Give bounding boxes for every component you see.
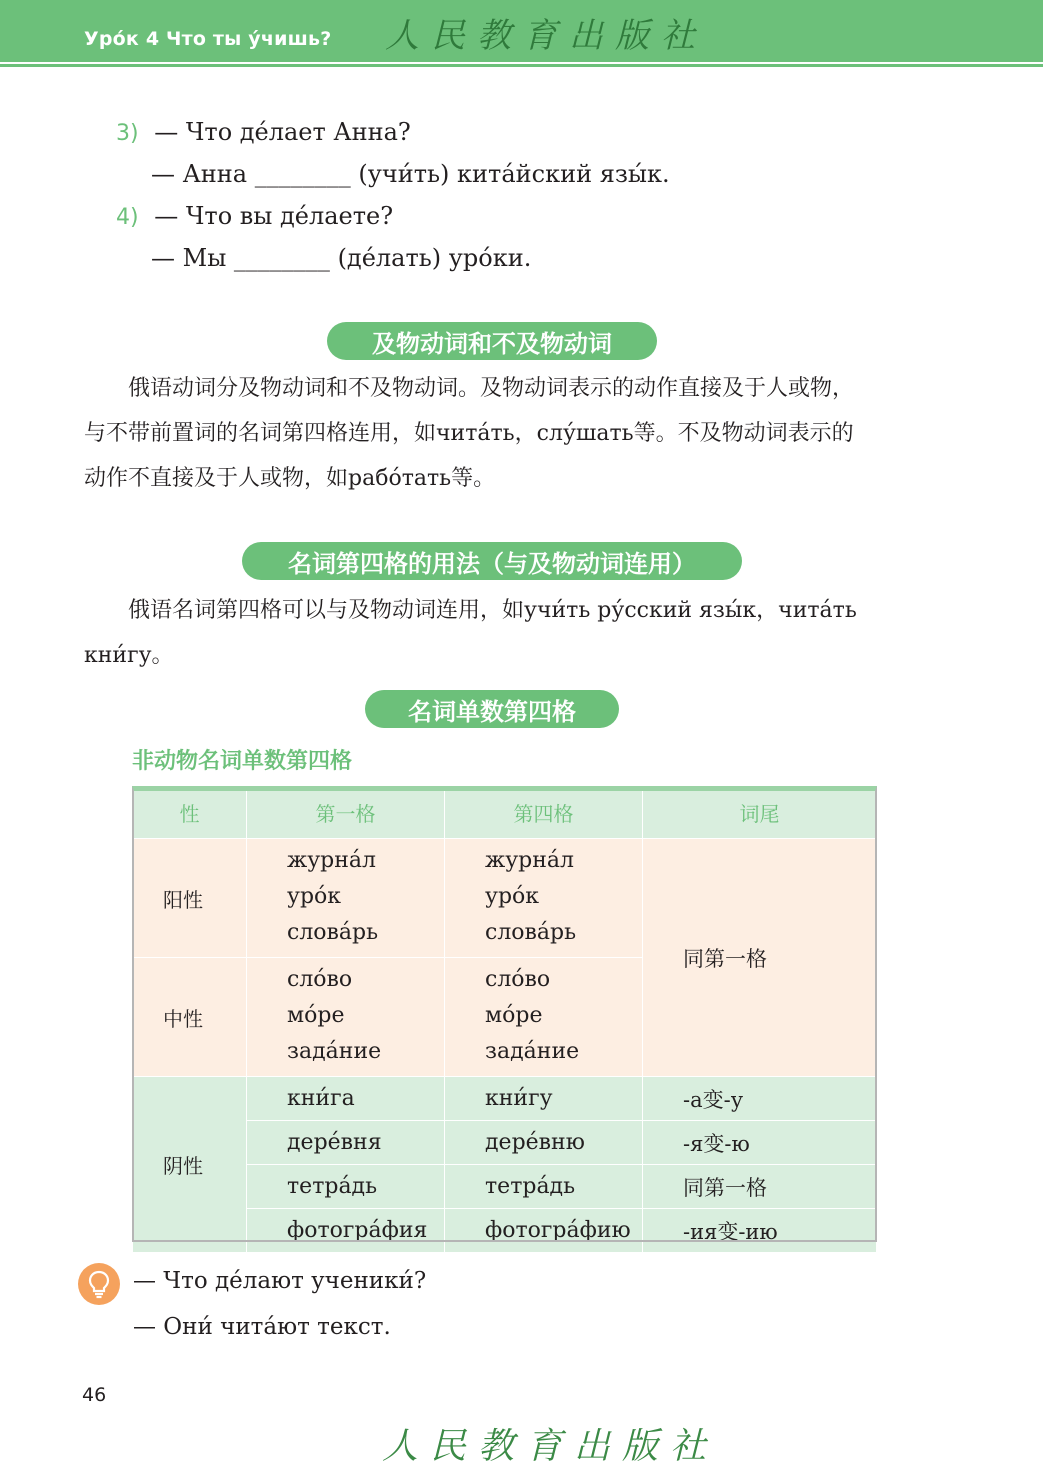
feminine-nominative: дере́вня <box>247 1121 445 1165</box>
gender-neuter: 中性 <box>133 958 247 1077</box>
paragraph-transitive <box>84 366 854 501</box>
exercise-3-question <box>116 118 411 146</box>
paragraph-line: 动作不直接及于人或物，如рабо́тать等。 <box>84 466 496 491</box>
header-gender: 性 <box>133 787 247 839</box>
exercise-number: 3) <box>116 121 139 146</box>
word: слова́рь <box>485 920 577 945</box>
word: мо́ре <box>485 1003 543 1028</box>
neuter-nominative <box>247 958 445 1077</box>
gender-feminine: 阴性 <box>133 1077 247 1253</box>
publisher-logo-footer: 人民教育出版社 <box>382 1426 719 1467</box>
word: зада́ние <box>485 1039 580 1064</box>
feminine-nominative: тетра́дь <box>247 1165 445 1209</box>
neuter-accusative <box>445 958 643 1077</box>
ending-same: 同第一格 <box>643 839 877 1077</box>
table-row-masculine <box>133 839 877 958</box>
masculine-accusative <box>445 839 643 958</box>
feminine-accusative: дере́вню <box>445 1121 643 1165</box>
question-text: — Что де́лает Анна? <box>154 118 411 146</box>
exercise-4-answer: — Мы ________ (де́лать) уро́ки. <box>151 244 532 272</box>
header-divider <box>0 64 1043 67</box>
word: журна́л <box>287 848 377 873</box>
feminine-accusative: тетра́дь <box>445 1165 643 1209</box>
masculine-nominative <box>247 839 445 958</box>
word: мо́ре <box>287 1003 345 1028</box>
question-text: — Что вы де́лаете? <box>154 202 394 230</box>
exercise-3-answer: — Анна ________ (учи́ть) кита́йский язы́к. <box>151 160 670 188</box>
word: сло́во <box>485 967 551 992</box>
word: журна́л <box>485 848 575 873</box>
publisher-logo: 人民教育出版社 <box>385 16 707 56</box>
word: слова́рь <box>287 920 379 945</box>
table-header-row <box>133 787 877 839</box>
word: сло́во <box>287 967 353 992</box>
example-answer: — Они́ чита́ют текст. <box>133 1314 391 1340</box>
feminine-ending: -а变-у <box>643 1077 877 1121</box>
paragraph-line: 俄语名词第四格可以与及物动词连用，如учи́ть ру́сский язы́к，чита́ть <box>84 598 857 623</box>
example-question: — Что де́лают ученики́? <box>133 1268 427 1294</box>
header-accusative: 第四格 <box>445 787 643 839</box>
word: зада́ние <box>287 1039 382 1064</box>
exercise-4-question <box>116 202 393 230</box>
header-ending: 词尾 <box>643 787 877 839</box>
table-row-feminine <box>133 1077 877 1121</box>
table-subtitle: 非动物名词单数第四格 <box>132 749 353 774</box>
declension-table <box>132 786 877 1253</box>
word: уро́к <box>287 884 342 909</box>
feminine-ending: 同第一格 <box>643 1165 877 1209</box>
feminine-nominative: кни́га <box>247 1077 445 1121</box>
lightbulb-icon <box>78 1263 120 1305</box>
section-heading-singular-accusative: 名词单数第四格 <box>365 690 619 728</box>
word: уро́к <box>485 884 540 909</box>
gender-masculine: 阳性 <box>133 839 247 958</box>
feminine-nominative: фотогра́фия <box>247 1209 445 1253</box>
feminine-ending: -ия变-ию <box>643 1209 877 1253</box>
section-heading-accusative-usage: 名词第四格的用法（与及物动词连用） <box>242 542 742 580</box>
exercise-number: 4) <box>116 205 139 230</box>
feminine-accusative: фотогра́фию <box>445 1209 643 1253</box>
lesson-title: Уро́к 4 Что ты у́чишь? <box>84 28 332 50</box>
paragraph-line: кни́гу。 <box>84 643 174 668</box>
feminine-accusative: кни́гу <box>445 1077 643 1121</box>
header-nominative: 第一格 <box>247 787 445 839</box>
paragraph-accusative <box>84 588 857 678</box>
paragraph-line: 与不带前置词的名词第四格连用，如чита́ть，слу́шать等。不及物动词表示的 <box>84 421 854 446</box>
page-number: 46 <box>82 1384 107 1406</box>
paragraph-line: 俄语动词分及物动词和不及物动词。及物动词表示的动作直接及于人或物， <box>84 376 855 401</box>
section-heading-transitive: 及物动词和不及物动词 <box>327 322 657 360</box>
feminine-ending: -я变-ю <box>643 1121 877 1165</box>
